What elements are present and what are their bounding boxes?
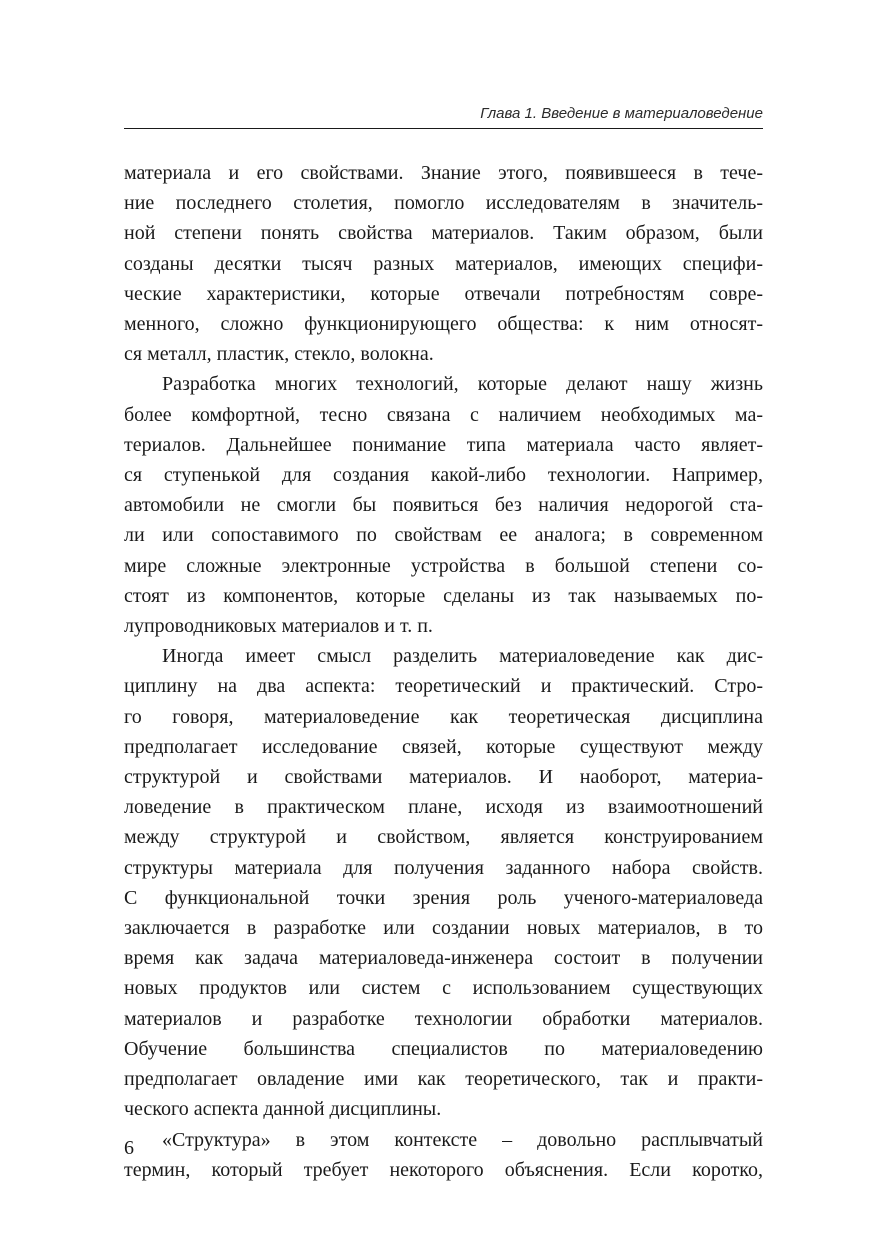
text-line: структуры материала для получения заданного набора свойств.	[124, 856, 763, 879]
text-line: время как задача материаловеда-инженера состоит в получении	[124, 947, 763, 970]
text-line: предполагает исследование связей, которые существуют между	[124, 735, 763, 758]
paragraph	[124, 369, 763, 641]
paragraph	[124, 158, 763, 369]
text-line: менного, сложно функционирующего общества: к ним относят-	[124, 313, 763, 336]
text-line: го говоря, материаловедение как теоретическая дисциплина	[124, 705, 763, 728]
text-line: Обучение большинства специалистов по материаловедению	[124, 1037, 763, 1060]
paragraph	[124, 641, 763, 1124]
text-line: «Структура» в этом контексте – довольно расплывчатый	[162, 1128, 763, 1151]
text-line: заключается в разработке или создании новых материалов, в то	[124, 917, 763, 940]
text-line: материала и его свойствами. Знание этого, появившееся в тече-	[124, 162, 763, 184]
text-line: териалов. Дальнейшее понимание типа материала часто являет-	[124, 433, 763, 456]
text-line: термин, который требует некоторого объяснения. Если коротко,	[124, 1158, 763, 1181]
text-line: автомобили не смогли бы появиться без наличия недорогой ста-	[124, 494, 763, 517]
text-line: ческого аспекта данной дисциплины.	[124, 1098, 442, 1121]
body-text	[124, 158, 763, 1185]
text-line: предполагает овладение ими как теоретического, так и практи-	[124, 1068, 763, 1091]
text-line: ли или сопоставимого по свойствам ее аналога; в современном	[124, 524, 763, 547]
text-line: более комфортной, тесно связана с наличием необходимых ма-	[124, 403, 763, 426]
text-line: лупроводниковых материалов и т. п.	[124, 615, 433, 638]
text-line: стоят из компонентов, которые сделаны из так называемых по-	[124, 584, 763, 607]
text-line: Иногда имеет смысл разделить материаловедение как дис-	[162, 645, 763, 668]
text-line: ческие характеристики, которые отвечали потребностям совре-	[124, 282, 763, 305]
page-number: 6	[124, 1137, 134, 1159]
text-line: ной степени понять свойства материалов. Таким образом, были	[124, 222, 763, 245]
paragraph	[124, 1125, 763, 1185]
header-rule	[124, 128, 763, 129]
text-line: циплину на два аспекта: теоретический и практический. Стро-	[124, 675, 763, 698]
text-line: ловедение в практическом плане, исходя из взаимоотношений	[124, 796, 763, 819]
text-line: новых продуктов или систем с использованием существующих	[124, 977, 763, 1000]
text-line: материалов и разработке технологии обработки материалов.	[124, 1007, 763, 1030]
text-line: мире сложные электронные устройства в большой степени со-	[124, 554, 763, 577]
text-line: Разработка многих технологий, которые делают нашу жизнь	[162, 373, 763, 396]
text-line: С функциональной точки зрения роль ученого-материаловеда	[124, 886, 763, 909]
text-line: ние последнего столетия, помогло исследователям в значитель-	[124, 192, 763, 215]
text-line: между структурой и свойством, является конструированием	[124, 826, 763, 849]
running-header: Глава 1. Введение в материаловедение	[480, 105, 763, 122]
text-line: ся металл, пластик, стекло, волокна.	[124, 343, 434, 366]
text-line: структурой и свойствами материалов. И наоборот, материа-	[124, 766, 763, 789]
text-line: ся ступенькой для создания какой-либо технологии. Например,	[124, 464, 763, 487]
text-line: созданы десятки тысяч разных материалов, имеющих специфи-	[124, 252, 763, 275]
